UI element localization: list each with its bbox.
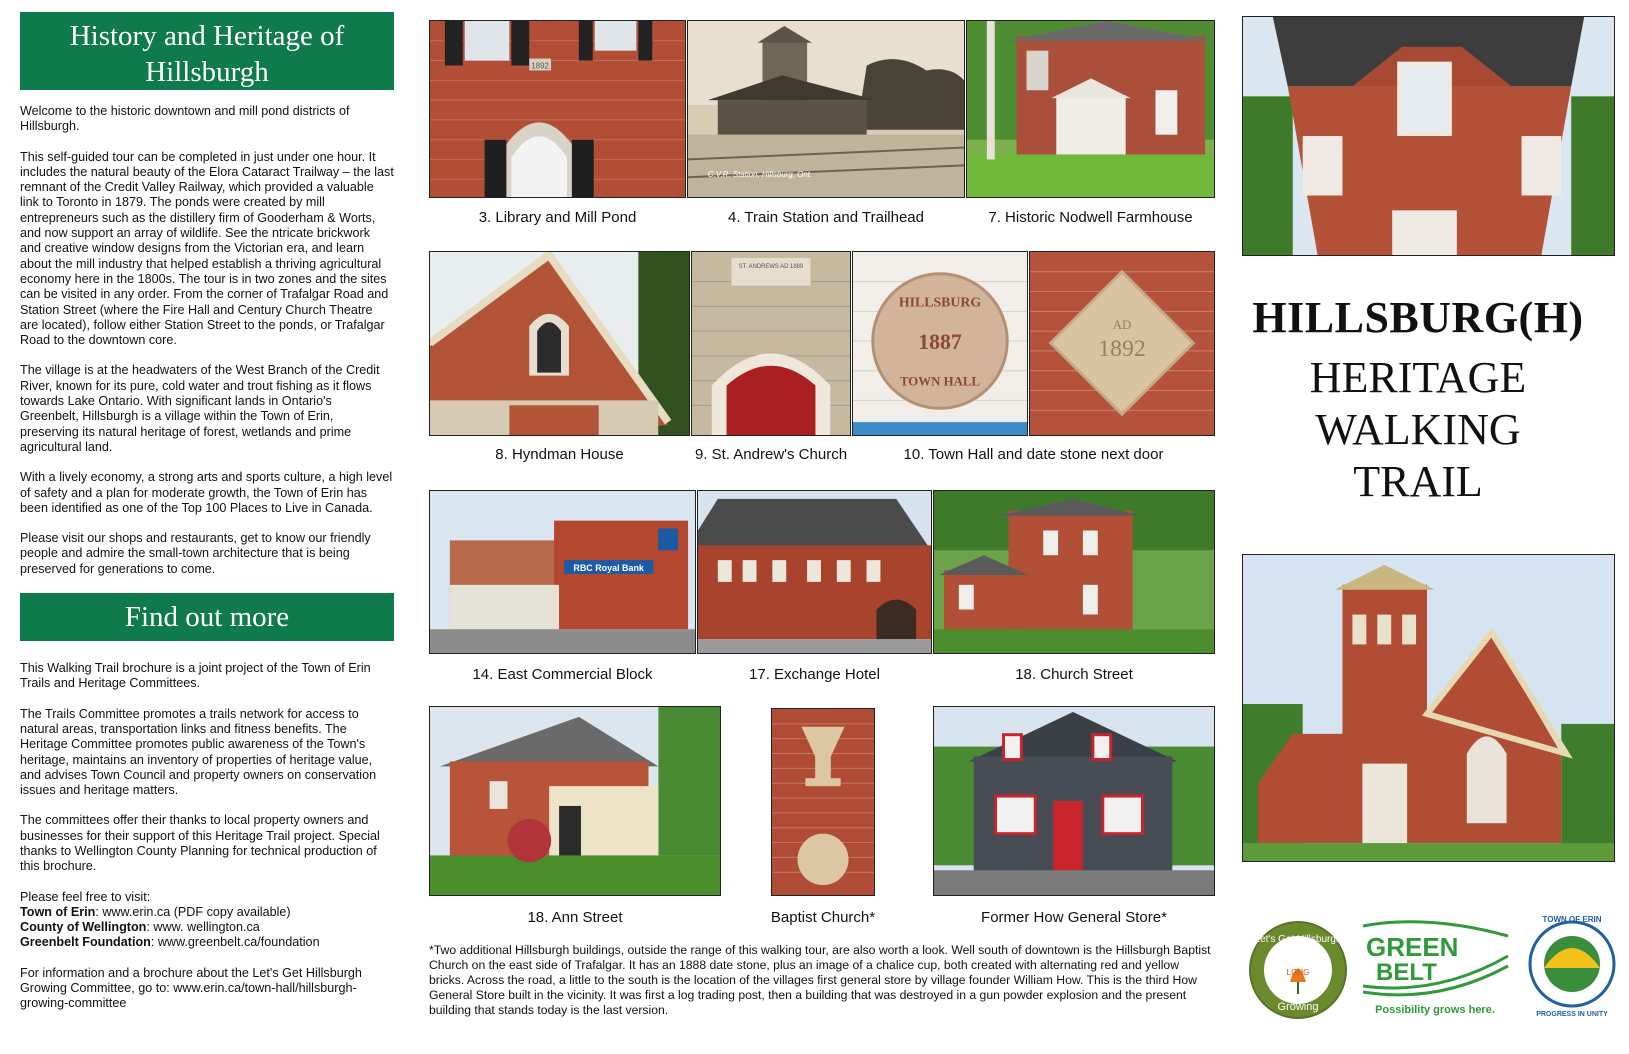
caption-town-hall: 10. Town Hall and date stone next door [903,446,1164,463]
title-line-trail: TRAIL [1353,457,1483,506]
greenbelt-line2: BELT [1376,959,1437,986]
stone-year: 1887 [918,329,962,354]
erin-logo-top: TOWN OF ERIN [1542,915,1602,924]
ann-street-photo [429,706,721,896]
thanks-paragraph: The committees offer their thanks to local property owners and businesses for their support of this Heritage Trail project. Special thanks to Wellington County Planning for technical production of this brochure. [20,813,380,874]
history-heritage-title: History and Heritage of Hillsburgh [69,20,345,88]
joint-project-paragraph: This Walking Trail brochure is a joint project of the Town of Erin Trails and Heritage Committees. [20,661,371,691]
growing-logo-mono: LGHG [1286,968,1310,977]
history-heritage-banner [20,12,394,90]
caption-baptist-church: Baptist Church* [770,909,876,926]
footnote: *Two additional Hillsburgh buildings, outside the range of this walking tour, are also worth a look. Well south of downtown is the Hillsburgh Baptist Church on the east side of Trafalgar. It has an 1888 date stone, plus an image of a chalice cup, both created with alternating red and yellow bricks. Across the road, a little to the south is the location of the villages first general store by village founder William How. This is the third How General Store built in the vicinity. It was first a log trading post, then a building that was destroyed in a gun powder explosion and the present building that stands today is the last version. [429,943,1211,1017]
date-stone-year: 1892 [1098,335,1146,362]
title-line-heritage: HERITAGE [1309,353,1527,402]
visit-shops-paragraph: Please visit our shops and restaurants, get to know our friendly people and admire the small-town architecture that is being preserved for generations to come. [20,531,371,576]
caption-hyndman: 8. Hyndman House [495,446,624,463]
caption-st-andrews: 9. St. Andrew's Church [694,446,848,463]
erin-logo-bottom: PROGRESS IN UNITY [1536,1011,1608,1018]
caption-library: 3. Library and Mill Pond [478,209,637,226]
link-url[interactable]: : www. wellington.ca [146,920,260,935]
st-andrews-stone: ST. ANDREWS AD 1889 [738,263,804,270]
caption-church-street: 18. Church Street [1015,666,1133,683]
intro-paragraph: Welcome to the historic downtown and mill pond districts of Hillsburgh. [20,104,350,134]
visit-links [20,890,394,951]
link-label: Town of Erin [20,904,96,919]
town-of-erin-logo [1526,908,1618,1020]
growing-logo-bottom: Growing [1277,1001,1319,1013]
link-label: Greenbelt Foundation [20,935,151,950]
hyndman-house-photo [429,251,690,436]
find-out-more-title: Find out more [124,601,290,634]
lets-get-hillsburgh-growing-logo [1248,920,1348,1020]
growing-logo-top: Let's Get Hillsburgh [1254,934,1342,945]
tour-paragraph: This self-guided tour can be completed in just under one hour. It includes the natural beauty of the Elora Cataract Trailway – the last remnant of the Credit Valley Railway, which provided a valuable link to Toronto in 1879. The ponds were created by mill entrepreneurs such as the distillery firm of Gooderham & Worts, and now support an array of wildlife. See the ntricate brickwork and creative window designs from the Victorian era, and learn about the mill industry that helped establish a thriving agricultural economy here in the 1800s. The tour is in two zones and the sites can be visited in any order. From the corner of Trafalgar Road and Station Street (where the Fire Hall and Century Church Theatre are located), follow either Station Street to the ponds, or Trafalgar Road to the downtown core. [20,149,394,348]
trail-title [1228,292,1608,508]
st-andrews-church-photo [691,251,851,436]
visit-intro: Please feel free to visit: [20,889,151,904]
baptist-church-photo [771,708,875,896]
caption-east-commercial: 14. East Commercial Block [472,666,653,683]
date-stone-ad: AD [1112,318,1132,333]
greenbelt-line1: GREEN [1366,932,1459,962]
growing-committee-paragraph: For information and a brochure about the Let's Get Hillsburgh Growing Committee, go to: www.erin.ca/town-hall/hillsburgh-growing-committee [20,965,362,1011]
library-photo [429,20,686,198]
link-url[interactable]: : www.erin.ca (PDF copy available) [95,904,291,919]
church-street-photo [933,490,1215,654]
postcard-caption: C.V.R. Station, Hillsburg, Ont. [707,170,813,180]
title-town: HILLSBURG(H) [1252,293,1584,342]
caption-exchange-hotel: 17. Exchange Hotel [749,666,880,683]
town-hall-stone-photo [852,251,1028,436]
link-label: County of Wellington [20,920,147,935]
left-column [20,12,394,1027]
bank-sign: RBC Royal Bank [573,563,644,574]
general-store-photo [933,706,1215,896]
greenbelt-logo [1358,916,1512,1016]
corner-building-photo [1242,16,1615,256]
stone-top-text: HILLSBURG [898,294,982,310]
train-station-photo [687,20,965,198]
stone-bottom-text: TOWN HALL [899,374,981,389]
greenbelt-tagline: Possibility grows here. [1375,1004,1495,1016]
caption-nodwell: 7. Historic Nodwell Farmhouse [988,209,1193,226]
library-date-stone: 1892 [531,61,549,71]
east-commercial-block-photo [429,490,696,654]
caption-ann-street: 18. Ann Street [527,909,623,926]
headwaters-paragraph: The village is at the headwaters of the West Branch of the Credit River, known for its pure, cold water and trout fishing as it flows towards Lake Ontario. With significant lands in Ontario's Greenbelt, Hillsburgh is a village within the Town of Erin, preserving its natural heritage of forest, wetlands and prime agricultural land. [20,363,380,454]
find-out-more-banner [20,593,394,641]
nodwell-farmhouse-photo [966,20,1215,198]
link-url[interactable]: : www.greenbelt.ca/foundation [150,935,320,950]
economy-paragraph: With a lively economy, a strong arts and sports culture, a high level of safety and a plan for moderate growth, the Town of Erin has been identified as one of the Top 100 Places to Live in Canada. [20,470,393,515]
exchange-hotel-photo [697,490,932,654]
date-stone-photo [1029,251,1215,436]
title-line-walking: WALKING [1315,405,1521,454]
committees-paragraph: The Trails Committee promotes a trails network for access to natural areas, transportation links and fitness benefits. The Heritage Committee promotes public awareness of the Town's heritage, maintains an inventory of properties of heritage value, and advises Town Council and property owners on conservation issues and heritage matters. [20,706,377,798]
church-photo [1242,554,1615,862]
caption-train-station: 4. Train Station and Trailhead [728,209,924,226]
caption-general-store: Former How General Store* [981,909,1167,926]
